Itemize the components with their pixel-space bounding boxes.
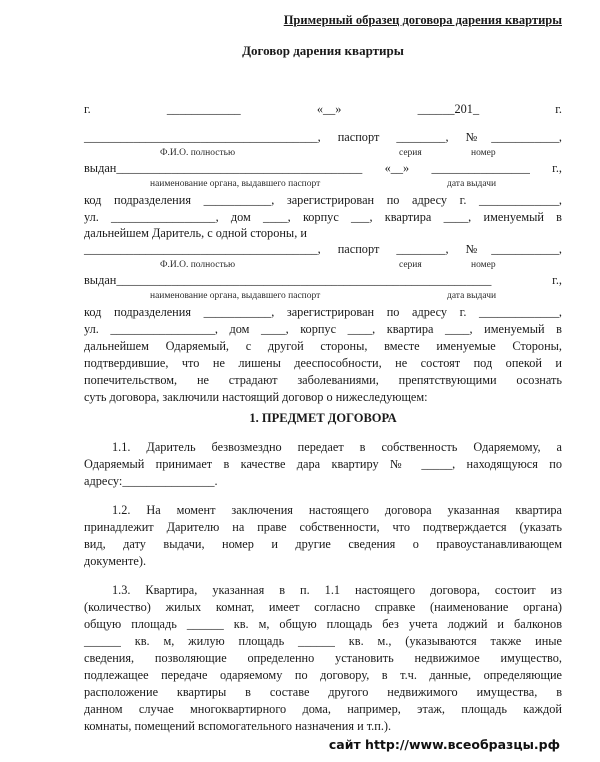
donor-code-line: код подразделения ___________, зарегистрирован по адресу г. _____________, [84, 193, 562, 207]
caption-issue-date: дата выдачи [447, 291, 497, 301]
donor-street-line: ул. _________________, дом ____, корпус ___, квартира ____, именуемый в [84, 210, 562, 224]
caption-fio: Ф.И.О. полностью [160, 260, 236, 270]
clause-1-3-line: сведения, позволяющие определенно установить недвижимое имущество, [84, 651, 562, 665]
caption-fio: Ф.И.О. полностью [160, 148, 236, 158]
caption-series: серия [399, 260, 422, 270]
caption-series: серия [399, 148, 422, 158]
caption-issuer: наименование органа, выдавшего паспорт [150, 179, 321, 189]
preamble-line: дальнейшем Одаряемый, с другой стороны, вместе именуемые Стороны, [84, 339, 562, 353]
preamble-line: подтвердившие, что не лишены дееспособности, не состоят под опекой и [84, 356, 562, 370]
caption-number: номер [471, 260, 496, 270]
preamble-line: суть договора, заключили настоящий договор о нижеследующем: [84, 390, 428, 404]
clause-1-2-line: 1.2. На момент заключения настоящего договора указанная квартира [112, 503, 562, 517]
caption-number: номер [471, 148, 496, 158]
clause-1-1-line: Одаряемый принимает в качестве дара квартиру № _____, находящуюся по [84, 457, 562, 471]
place-date-line: г. ____________ «__» ______201_ г. [84, 102, 562, 116]
donor-issued-line: выдан________________________________________ «__» ________________ г., [84, 161, 562, 175]
caption-issue-date: дата выдачи [447, 179, 497, 189]
section-title: 1. ПРЕДМЕТ ДОГОВОРА [249, 411, 397, 425]
clause-1-3-line: данном случае многоквартирного дома, например, этаж, площадь каждой [84, 702, 562, 716]
clause-1-1-line: 1.1. Даритель безвозмездно передает в собственность Одаряемому, а [112, 440, 562, 454]
source-site-watermark: сайт http://www.всеобразцы.рф [328, 737, 560, 752]
clause-1-3-line: (количество) жилых комнат, имеет согласно справке (наименование органа) [84, 600, 562, 614]
clause-1-3-line: ______ кв. м, жилую площадь ______ кв. м., (указываются также иные [84, 634, 562, 648]
donee-street-line: ул. _________________, дом ____, корпус ____, квартира ____, именуемый в [84, 322, 562, 336]
clause-1-3-line: расположение квартиры в составе другого недвижимого имущества, в [84, 685, 562, 699]
clause-1-3-line: комнаты, помещений вспомогательного назначения и т.п.). [84, 719, 392, 733]
donee-issued-line: выдан_____________________________________________________________ г., [84, 273, 562, 287]
clause-1-3-line: 1.3. Квартира, указанная в п. 1.1 настоящего договора, состоит из [112, 583, 562, 597]
donee-code-line: код подразделения ___________, зарегистрирован по адресу г. _____________, [84, 305, 562, 319]
clause-1-1-line: адресу:_______________. [84, 474, 218, 488]
clause-1-2-line: принадлежит Дарителю на праве собственности, что подтверждается (указать [84, 520, 562, 534]
sample-title: Примерный образец договора дарения квартиры [283, 13, 562, 27]
clause-1-2-line: документе). [84, 554, 147, 568]
caption-issuer: наименование органа, выдавшего паспорт [150, 291, 321, 301]
document-title: Договор дарения квартиры [242, 43, 404, 58]
donor-name-passport-line: ______________________________________, паспорт ________, №___________, [84, 130, 562, 144]
preamble-line: попечительством, не страдают заболеваниями, препятствующими осознать [84, 373, 562, 387]
clause-1-2-line: вид, дату выдачи, номер и другие сведения о правоустанавливающем [84, 537, 562, 551]
clause-1-3-line: подлежащее передаче одаряемому по договору, в т.ч. данные, определяющие [84, 668, 562, 682]
clause-1-3-line: общую площадь ______ кв. м, общую площадь без учета лоджий и балконов [84, 617, 562, 631]
donor-role-line: дальнейшем Даритель, с одной стороны, и [84, 226, 307, 240]
donee-name-passport-line: ______________________________________, паспорт ________, №___________, [84, 242, 562, 256]
